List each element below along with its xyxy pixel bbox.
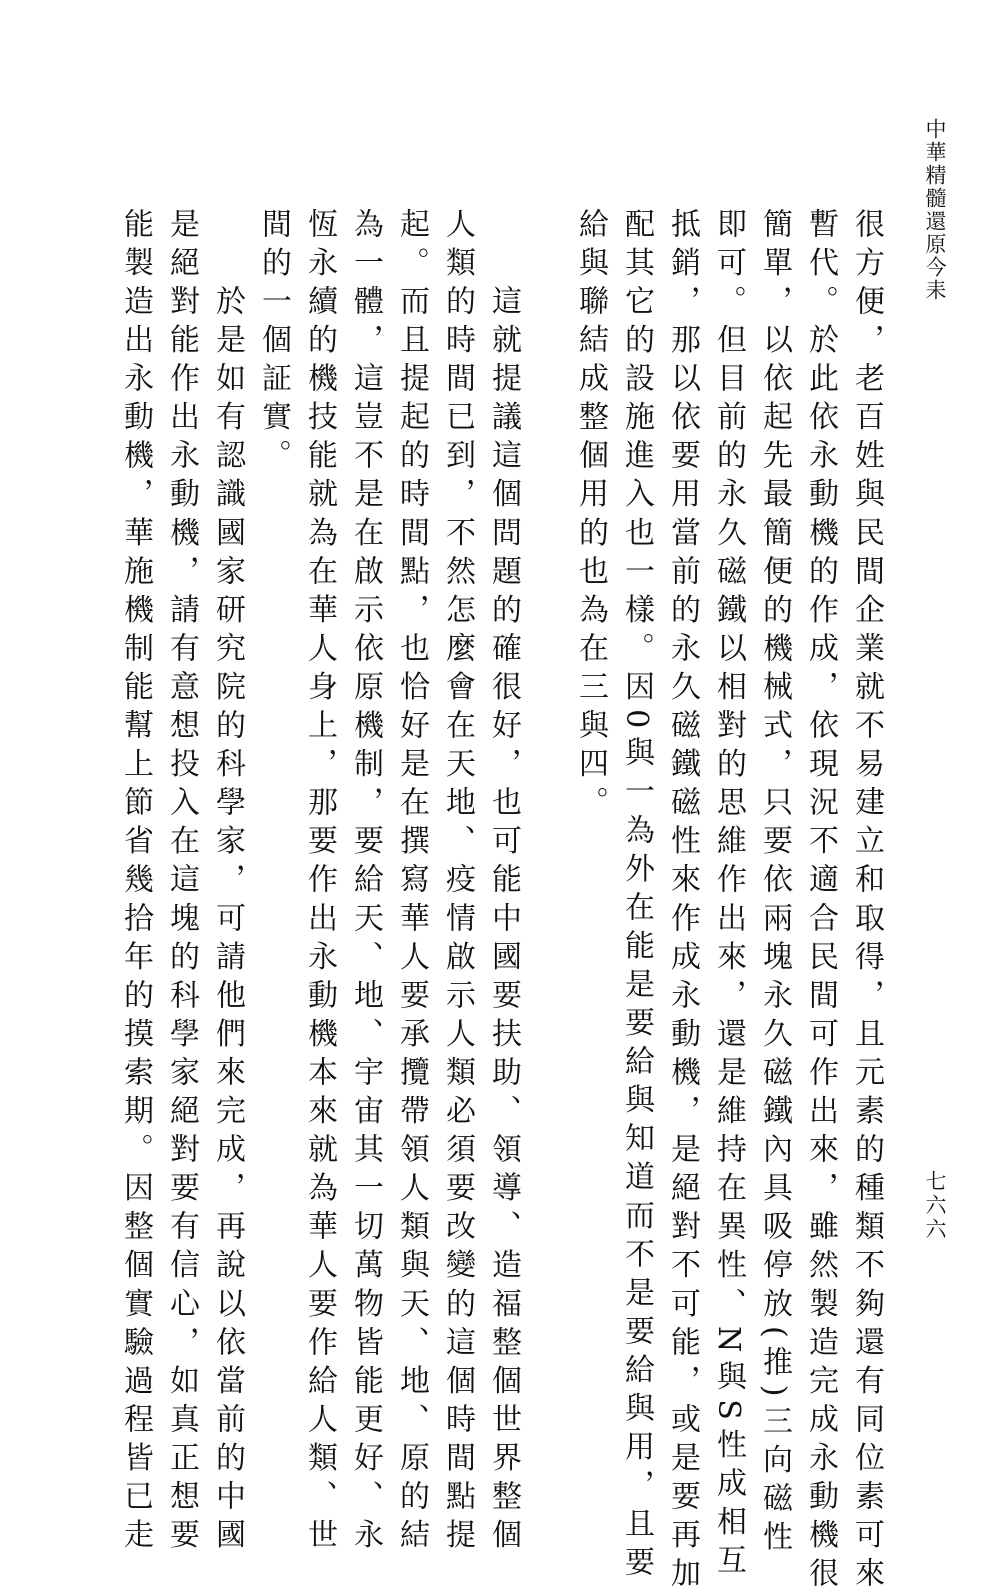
text-column-2: 暫代。於此依永動機的作成，依現況不適合民間可作出來，雖然製造完成永動機很 <box>803 208 838 1596</box>
text-column-8: 這就提議這個問題的確很好，也可能中國要扶助、領導、造福整個世界整個 <box>486 208 521 1558</box>
text-column-12: 恆永續的機技能就為在華人身上，那要作出永動機本來就為華人要作給人類、世 <box>302 208 337 1558</box>
text-column-3: 簡單，以依起先最簡便的機械式，只要依兩塊永久磁鐵內具吸停放(推)三向磁性 <box>757 208 792 1560</box>
text-column-15: 是絕對能作出永動機，請有意想投入在這塊的科學家絕對要有信心，如真正想要 <box>164 208 199 1558</box>
text-column-6: 配其它的設施進入也一樣。因0與一為外在能是要給與知道而不是要給與用，且要 <box>619 208 654 1585</box>
text-column-1: 很方便，老百姓與民間企業就不易建立和取得，且元素的種類不夠還有同位素可來 <box>849 208 884 1596</box>
text-column-14: 於是如有認識國家研究院的科學家，可請他們來完成，再說以依當前的中國 <box>210 208 245 1558</box>
text-column-5: 抵銷，那以依要用當前的永久磁鐵磁性來作成永動機，是絕對不可能，或是要再加 <box>665 208 700 1596</box>
text-column-4: 即可。但目前的永久磁鐵以相對的思維作出來，還是維持在異性、N與S性成相互 <box>711 208 746 1583</box>
text-column-16: 能製造出永動機，華施機制能幫上節省幾拾年的摸索期。因整個實驗過程皆已走 <box>118 208 153 1558</box>
text-column-11: 為一體，這豈不是在啟示依原機制，要給天、地、宇宙其一切萬物皆能更好、永 <box>348 208 383 1558</box>
text-column-7: 給與聯結成整個用的也為在三與四。 <box>573 208 608 825</box>
page-number: 七六六 <box>923 1170 947 1242</box>
running-head: 中華精髓還原今耒 <box>923 118 947 302</box>
text-column-10: 起。而且提起的時間點，也恰好是在撰寫華人要承攬帶領人類與天、地、原的結 <box>394 208 429 1558</box>
text-column-13: 間的一個証實。 <box>256 208 291 478</box>
text-column-9: 人類的時間已到，不然怎麼會在天地、疫情啟示人類必須要改變的這個時間點提 <box>440 208 475 1558</box>
